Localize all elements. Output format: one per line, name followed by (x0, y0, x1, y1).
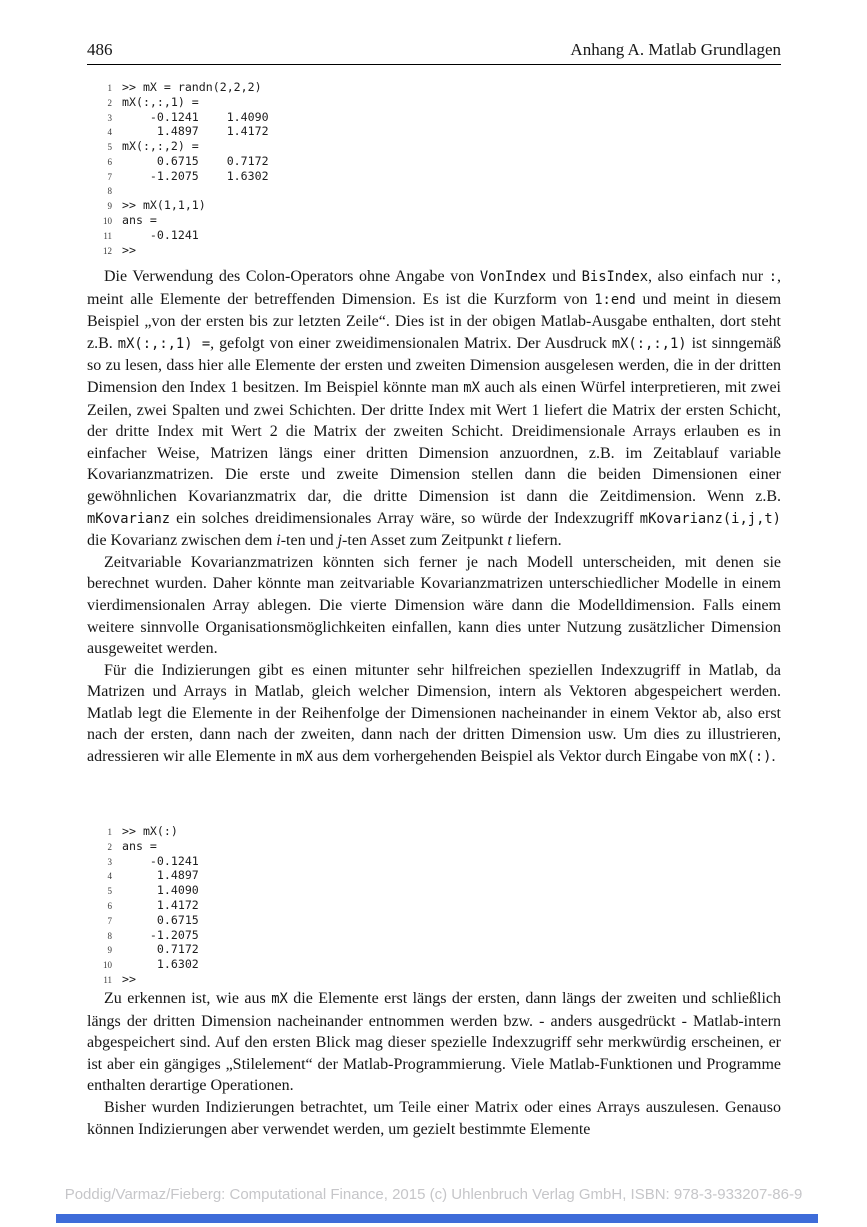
paragraph-text: Die Verwendung des Colon-Operators ohne Angabe von (104, 268, 480, 285)
code-listing-2 (88, 824, 199, 987)
code-line-number: 10 (103, 216, 112, 227)
code-line (88, 124, 269, 139)
code-text: -0.1241 (122, 227, 199, 242)
code-line-number: 1 (107, 827, 112, 837)
code-line (88, 184, 269, 199)
code-line (88, 942, 199, 957)
inline-code: mX (296, 749, 313, 766)
code-line-number: 7 (107, 915, 112, 926)
paragraph-text: , gefolgt von einer zweidimensionalen Matrix. Der Ausdruck (210, 334, 612, 352)
inline-code: BisIndex (581, 269, 649, 285)
code-line (88, 854, 199, 869)
paragraph-text: . (771, 748, 776, 766)
code-line-number: 5 (107, 886, 112, 897)
code-line-number: 5 (107, 142, 112, 153)
code-line-number: 7 (107, 171, 112, 182)
code-line (88, 824, 199, 839)
paragraph-text: , also einfach nur (648, 268, 769, 285)
paragraph-text: -ten Asset zum Zeitpunkt (342, 532, 508, 550)
code-text: >> mX(:) (122, 824, 178, 838)
paragraph-text: Zeitvariable Kovarianzmatrizen könnten sich ferner je nach Modell unterscheiden, mit denen sie berechnet wurden. Daher könnte man zeitvariable Kovarianzmatrizen unterschiedlicher Modelle in einem vierdimensionalen Array ablegen. Die vierte Dimension wäre dann die Modelldimension. Falls einem weitere sinnvolle Organisationsmöglichkeiten einfallen, kann dies unter Nutzung zusätzlicher Dimension ausgeweitet werden. (87, 553, 781, 658)
code-line-number: 8 (107, 930, 112, 941)
inline-code: mX (463, 379, 480, 396)
code-line (88, 868, 199, 883)
code-text: 1.4897 (122, 868, 199, 883)
code-line-number: 1 (107, 83, 112, 93)
paragraph-text: -ten und (280, 532, 338, 550)
code-text: >> (122, 242, 136, 257)
code-listing-1 (88, 80, 269, 258)
paragraph-text: ein solches dreidimensionales Array wäre, so würde der Indexzugriff (170, 509, 640, 527)
code-line (88, 169, 269, 184)
code-text: ans = (122, 213, 157, 228)
code-text: ans = (122, 838, 157, 853)
body-text-block-2 (87, 988, 781, 1140)
footer-copyright-text: Poddig/Varmaz/Fieberg: Computational Finance, 2015 (c) Uhlenbruch Verlag GmbH, ISBN: 978-3-933207-86-9 (64, 1186, 803, 1203)
code-text: mX(:,:,2) = (122, 139, 199, 154)
inline-code: mX(:,:,1) (611, 335, 687, 352)
paragraph (87, 988, 781, 1097)
inline-code: : (768, 269, 778, 285)
header-rule (87, 64, 781, 65)
paragraph-text: und meint in diesem Beispiel „von der ersten bis zur letzten Zeile“. Dies ist in der obigen Matlab-Ausgabe enthalten, dort steht z.B. (87, 290, 782, 352)
code-text: 0.7172 (122, 942, 199, 957)
code-line-number: 6 (107, 156, 112, 167)
paragraph-text: liefern. (511, 532, 562, 550)
code-text: >> mX = randn(2,2,2) (122, 80, 262, 94)
code-line (88, 243, 269, 258)
inline-variable: j (337, 532, 343, 550)
code-line (88, 913, 199, 928)
code-line (88, 95, 269, 110)
paragraph (87, 660, 781, 769)
code-text: 1.4090 (122, 883, 199, 898)
code-line-number: 9 (107, 945, 112, 956)
code-line-number: 10 (103, 960, 112, 971)
code-text: 0.6715 0.7172 (122, 153, 269, 168)
code-line (88, 898, 199, 913)
inline-code: mKovarianz (87, 510, 171, 527)
code-line (88, 110, 269, 125)
code-text: -1.2075 (122, 927, 199, 942)
paragraph-text: Zu erkennen ist, wie aus (104, 990, 272, 1007)
paragraph-text: auch als einen Würfel interpretieren, mit zwei Zeilen, zwei Spalten und zwei Schichten. Der dritte Index mit Wert 1 liefert die Matrix der ersten Schicht, der dritte Index mit Wert 2 die Matrix der zweiten Schicht. Dreidimensionale Arrays erlauben es in einfacher Weise, Matrizen längs einer dritten Dimension anzuordnen, z.B. im Zeitablauf variable Kovarianzmatrizen. Die erste und zweite Dimension stellen dann die beiden Dimensionen einer gewöhnlichen Kovarianzmatrix dar, die dritte Dimension ist dann die Zeitdimension. Wenn z.B. (87, 378, 781, 505)
code-line (88, 972, 199, 987)
paragraph-text: , meint alle Elemente der betreffenden Dimension. Es ist die Kurzform von (87, 268, 782, 308)
code-text: -0.1241 1.4090 (122, 109, 269, 124)
code-line-number: 11 (103, 974, 112, 985)
footer-bar (56, 1214, 818, 1223)
paragraph-text: und (546, 268, 582, 285)
code-line (88, 928, 199, 943)
code-text: -1.2075 1.6302 (122, 168, 269, 183)
paragraph-text: die Elemente erst längs der ersten, dann längs der zweiten und schließlich längs der dritten Dimension nacheinander entnommen werden bzw. - anders ausgedrückt - Matlab-intern abgespeichert sind. Auf den ersten Blick mag dieser spezielle Indexzugriff sehr merkwürdig erscheinen, er ist aber ein gängiges „Stilelement“ der Matlab-Programmierung. Viele Matlab-Funktionen und Programme enthalten derartige Operationen. (87, 990, 781, 1095)
code-line (88, 228, 269, 243)
code-text: -0.1241 (122, 853, 199, 868)
code-line (88, 139, 269, 154)
code-line-number: 6 (107, 900, 112, 911)
inline-code: mX (271, 991, 288, 1007)
inline-code: mX(:,:,1) = (117, 335, 211, 352)
paragraph-text: Bisher wurden Indizierungen betrachtet, um Teile einer Matrix oder eines Arrays auszulesen. Genauso können Indizierungen aber verwendet werden, um gezielt bestimmte Elemente (87, 1098, 781, 1138)
inline-code: 1:end (594, 291, 636, 308)
inline-variable: t (507, 532, 512, 550)
page-header (87, 40, 781, 60)
inline-code: mKovarianz(i,j,t) (639, 510, 781, 527)
code-line (88, 213, 269, 228)
inline-variable: i (276, 532, 281, 550)
inline-code: mX(:) (729, 749, 772, 766)
paragraph (87, 266, 781, 552)
code-line-number: 2 (107, 841, 112, 852)
code-line-number: 8 (107, 185, 112, 196)
running-title: Anhang A. Matlab Grundlagen (570, 40, 781, 59)
paragraph-text: ist sinngemäß so zu lesen, dass hier alle Elemente der ersten und zweiten Dimension ausgelesen werden, die in der dritten Dimension den Index 1 besitzen. Im Beispiel könnte man (87, 334, 782, 396)
code-line (88, 957, 199, 972)
code-line-number: 9 (107, 201, 112, 212)
code-line-number: 4 (107, 127, 112, 138)
code-line-number: 3 (107, 112, 112, 123)
code-line (88, 80, 269, 95)
paragraph-text: aus dem vorhergehenden Beispiel als Vektor durch Eingabe von (312, 748, 730, 766)
code-text: 1.4897 1.4172 (122, 124, 269, 139)
code-line (88, 883, 199, 898)
code-line-number: 11 (103, 230, 112, 241)
code-line-number: 12 (103, 245, 112, 256)
code-line-number: 3 (107, 856, 112, 867)
code-text: >> (122, 971, 136, 986)
paragraph-text: Für die Indizierungen gibt es einen mitunter sehr hilfreichen speziellen Indexzugriff in Matlab, da Matrizen und Arrays in Matlab, gleich welcher Dimension, intern als Vektoren abgespeichert werden. Matlab legt die Elemente in der Reihenfolge der Dimensionen nacheinander in einem Vektor ab, also erst nach der ersten, dann nach der zweiten, dann nach der dritten Dimension usw. Um dies zu illustrieren, adressieren wir alle Elemente in (87, 661, 781, 766)
code-line (88, 154, 269, 169)
code-line (88, 839, 199, 854)
paragraph (87, 1097, 781, 1140)
page-number: 486 (87, 40, 113, 59)
paragraph-text: die Kovarianz zwischen dem (87, 532, 277, 550)
code-line (88, 198, 269, 213)
code-text: 1.4172 (122, 897, 199, 912)
code-text: 0.6715 (122, 912, 199, 927)
code-line-number: 4 (107, 871, 112, 882)
code-text: >> mX(1,1,1) (122, 198, 206, 213)
body-text-block-1 (87, 266, 781, 769)
paragraph (87, 552, 781, 660)
inline-code: VonIndex (479, 269, 547, 285)
code-line-number: 2 (107, 97, 112, 108)
code-text: 1.6302 (122, 957, 199, 972)
code-text: mX(:,:,1) = (122, 94, 199, 109)
